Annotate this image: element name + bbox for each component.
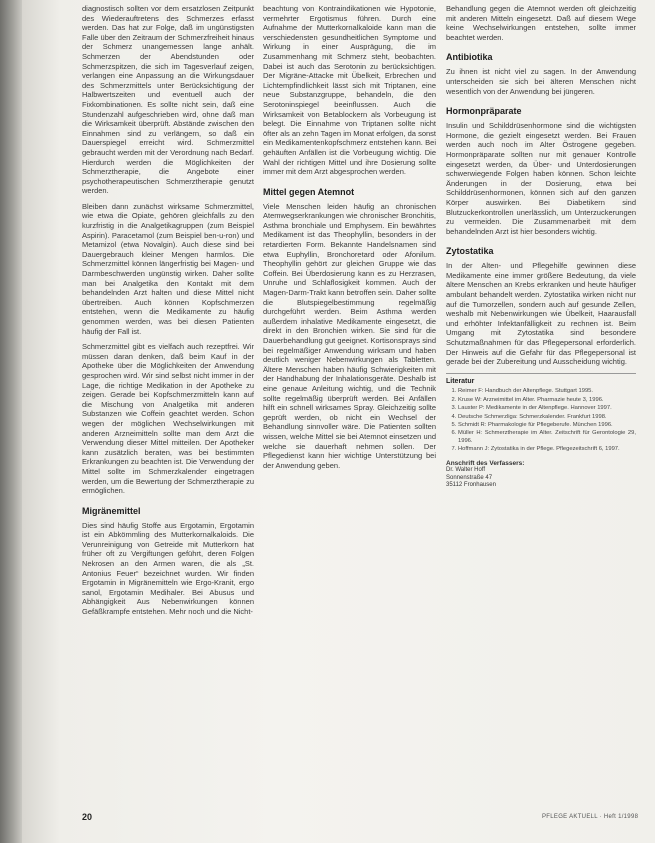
reference-item: 2. Kruse W: Arzneimittel im Alter. Pharmazie heute 3, 1996. [458, 397, 636, 404]
document-page [22, 0, 655, 843]
reference-item: 5. Schmidt R: Pharmakologie für Pflegeberufe. München 1996. [458, 422, 636, 429]
reference-item: 4. Deutsche Schmerzliga: Schmerzkalender. Frankfurt 1998. [458, 414, 636, 421]
author-address [446, 460, 636, 490]
paragraph: Insulin und Schilddrüsenhormone sind die wichtigsten Hormone, die gezielt eingesetzt werden. Bei Frauen werden auch noch im Alter Östrogene gegeben. Hormonpräparate sollten nur mit genauer Kontrolle eingesetzt werden, da Über- und Unterdosierungen schwerwiegende Folgen haben können. Schon leichte Änderungen in der Dosierung, etwa bei Schilddrüsenhormonen, können sich auf den ganzen Körper auswirken. Bei Diabetikern sind Blutzuckerkontrollen unerlässlich, um Unterzuckerungen zu vermeiden. Die Zusammenarbeit mit dem behandelnden Arzt ist hier besonders wichtig. [446, 121, 636, 236]
paragraph: Behandlung gegen die Atemnot werden oft gleichzeitig mit anderen Mitteln eingesetzt. Daß auf diesem Wege keine Wechselwirkungen entstehen, sollte immer beachtet werden. [446, 4, 636, 42]
text-column-2 [263, 4, 436, 774]
author-line: Dr. Walter Hoff [446, 467, 486, 474]
paragraph: Schmerzmittel gibt es vielfach auch rezeptfrei. Wir müssen daran denken, daß beim Kauf in der Apotheke über die Möglichkeiten der Anwendung gesprochen wird. Wir sind selbst nicht immer in der Lage, die richtige Medikation in der Apotheke zu zeigen. Gerade bei Kopfschmerzmitteln kann auf die Mischung von Analgetika mit anderen Substanzen wie Coffein geachtet werden. Schon wegen der möglichen Wechselwirkungen mit anderen Arzneimitteln sollte man dem Arzt die Verwendung dieser Mittel mitteilen. Der Apotheker kann zusätzlich beraten, was bei bestimmten Erkrankungen zu beachten ist. Die Verwendung der Mittel sollte im Schmerzkalender eingetragen werden, um die Bewertung der Schmerztherapie zu ermöglichen. [82, 342, 254, 496]
reference-item: 3. Lauster P: Medikamente in der Altenpflege. Hannover 1997. [458, 405, 636, 412]
paragraph: In der Alten- und Pflegehilfe gewinnen diese Medikamente eine immer größere Bedeutung, da viele ältere Menschen an Krebs erkranken und heute häufiger ambulant behandelt werden. Zytostatika wirken nicht nur auf die Tumorzellen, sondern auch auf gesunde Zellen, weshalb mit Nebenwirkungen wie Übelkeit, Haarausfall und erhöhter Infektanfälligkeit zu rechnen ist. Beim Umgang mit Zytostatika sind besondere Schutzmaßnahmen für das Pflegepersonal erforderlich. Der Hinweis auf die Gefahr für das Pflegepersonal ist gerade bei der Zubereitung und Ausscheidung wichtig. [446, 261, 636, 367]
column-3-body [446, 4, 636, 367]
section-heading: Zytostatika [446, 246, 494, 257]
section-heading: Migränemittel [82, 505, 141, 516]
paragraph: Dies sind häufig Stoffe aus Ergotamin, Ergotamin ist ein Abkömmling des Mutterkornalkaloids. Die Verunreinigung von Getreide mit Mutterkorn hat früher oft zu Vergiftungen geführt, deren Folgen Nekrosen an den Armen waren, die als „St. Antonius Feuer“ bezeichnet wurden. Wir finden Ergotamin in Migränemitteln wie Ergo-Kranit, ergo sanol, Ergotamin Medihaler. Bei Abusus und Abhängigkeit Aus Nebenwirkungen können Gefäßkrampfe entstehen. Mehr noch und die Nicht- [82, 520, 254, 617]
paragraph: Viele Menschen leiden häufig an chronischen Atemwegserkrankungen wie chronischer Bronchitis, Asthma bronchiale und Emphysem. Ein bewährtes Medikament ist das Theophyllin, besonders in der retardierten Form. Bekannte Handelsnamen sind etwa Euphyllin, Bronchoretard oder Afonilum. Theophyllin gehört zur gleichen Gruppe wie das Coffein. Bei Überdosierung kann es zu Herzrasen, Unruhe und Schlaflosigkeit kommen. Auch der Magen-Darm-Trakt kann betroffen sein. Daher sollte die Blutspiegelbestimmung regelmäßig durchgeführt werden. Beim Asthma werden außerdem inhalative Medikamente eingesetzt, die direkt in den Bronchien wirken. Sie sind für die Dauerbehandlung gut geeignet. Kortisonsprays sind bei regelmäßiger Anwendung wirksam und haben deutlich weniger Nebenwirkungen als Tabletten. Ältere Menschen haben häufig Schwierigkeiten mit der Handhabung der Inhalationsgeräte. Deshalb ist eine genaue Anleitung wichtig, und die Technik sollte regelmäßig überprüft werden. Bei Anfällen hilft ein schnell wirksames Spray. Gleichzeitig sollte geprüft werden, ob nicht ein Wechsel der Behandlung sinnvoller wäre. Die Patienten sollten wissen, welche Mittel sie bei Atemnot einsetzen und welche sie dauerhaft nehmen sollen. Der Pflegedienst kann hier wichtige Unterstützung bei der Anwendung geben. [263, 201, 436, 470]
paragraph: Bleiben dann zunächst wirksame Schmerzmittel, wie etwa die Opiate, gehören gleichfalls zu den kurzfristig in die Analgetikagruppen (zum Beispiel Aspirin). Paracetamol (zum Beispiel ben-u-ron) und Metamizol (etwa Novalgin). Auch diese sind bei Dauergebrauch kleiner Mengen harmlos. Die Schmerzmittel können längerfristig bei Magen- und Darmbeschwerden ungünstig wirken. Daher sollte man bei Analgetika den Kontakt mit dem behandelnden Arzt halten und diese Mittel nicht übertreiben. Auch können Kopfschmerzen entstehen, wenn die Medikamente zu häufig genommen werden, was bei diesen Patienten häufig der Fall ist. [82, 201, 254, 336]
reference-item: 7. Hoffmann J: Zytostatika in der Pflege. Pflegezeitschrift 6, 1997. [458, 446, 636, 453]
paragraph: beachtung von Kontraindikationen wie Hypotonie, vermehrter Ergotismus führen. Durch eine Aufnahme der Mutterkornalkaloide kann man die verschiedensten gesundheitlichen Symptome und Wirkung in einer Ausprägung, die im Zusammenhang mit Schmerz steht, beobachten. Dabei ist auch das Serotonin zu berücksichtigen. Der Migräne-Attacke mit Übelkeit, Erbrechen und Lichtempfindlichkeit lässt sich mit Triptanen, eine neue Substanzgruppe, behandeln, die den Serotoninspiegel beeinflussen. Auch die Wirksamkeit von Betablockern als Vorbeugung ist belegt. Die Einnahme von Triptanen sollte nicht öfter als an zehn Tagen im Monat erfolgen, da sonst ein Medikamentenkopfschmerz entstehen kann. Bei gehäuften Anfällen ist die Vorbeugung wichtig. Die Wahl der richtigen Mittel und ihre Dosierung sollte immer mit dem Arzt abgesprochen werden. [263, 4, 436, 177]
section-heading: Mittel gegen Atemnot [263, 186, 355, 197]
book-spine-shadow [0, 0, 22, 843]
references-section [446, 373, 636, 454]
text-column-3 [446, 4, 639, 834]
text-column-1 [82, 4, 254, 774]
author-address-title: Anschrift des Verfassers: [446, 459, 525, 467]
author-line: Sonnenstraße 47 [446, 474, 493, 481]
reference-item: 1. Reimer F: Handbuch der Altenpflege. Stuttgart 1995. [458, 388, 636, 395]
references-list [446, 388, 636, 453]
reference-item: 6. Müller H: Schmerztherapie im Alter. Zeitschrift für Gerontologie 29, 1996. [458, 430, 636, 445]
section-heading: Hormonpräparate [446, 106, 522, 117]
paragraph: Zu ihnen ist nicht viel zu sagen. In der Anwendung unterscheiden sie sich bei älteren Menschen nicht wesentlich von der Anwendung bei jüngeren. [446, 67, 636, 96]
journal-footer: PFLEGE AKTUELL · Heft 1/1998 [542, 814, 639, 820]
paragraph: diagnostisch sollten vor dem ersatzlosen Zeitpunkt des Wiederauftretens des Schmerzes erfasst werden. Das hat zur Folge, daß im ungünstigsten Falle über den Zeitraum der Schmerzfreiheit hinaus der Schmerz unangemessen lange anhält. Schmerzen der Abendstunden oder Schmerzspitzen, die sich im Tagesverlauf zeigen, verlangen eine Anpassung an die Wirkungsdauer des Schmerzmittels unter Berücksichtigung der Halbwertszeiten und eventuell auch der Fixkombinationen. Es sollte nicht sein, daß eine Stundenzahl aufgeschrieben wird, ohne daß man die Wirksamkeit überprüft. Abstände zwischen den Einnahmen sind zu verlängern, so daß ein Dauerspiegel erreicht wird. Schmerzmittel gebraucht werden mit der Verordnung nach Bedarf. Hierdurch werden die Möglichkeiten der Schmerztherapie, die Angebote einer psychotherapeutischen Schmerztherapie genutzt werden. [82, 4, 254, 196]
references-title: Literatur [446, 377, 475, 385]
author-line: 35112 Fronhausen [446, 482, 496, 489]
section-heading: Antibiotika [446, 52, 493, 63]
page-number: 20 [82, 812, 93, 822]
